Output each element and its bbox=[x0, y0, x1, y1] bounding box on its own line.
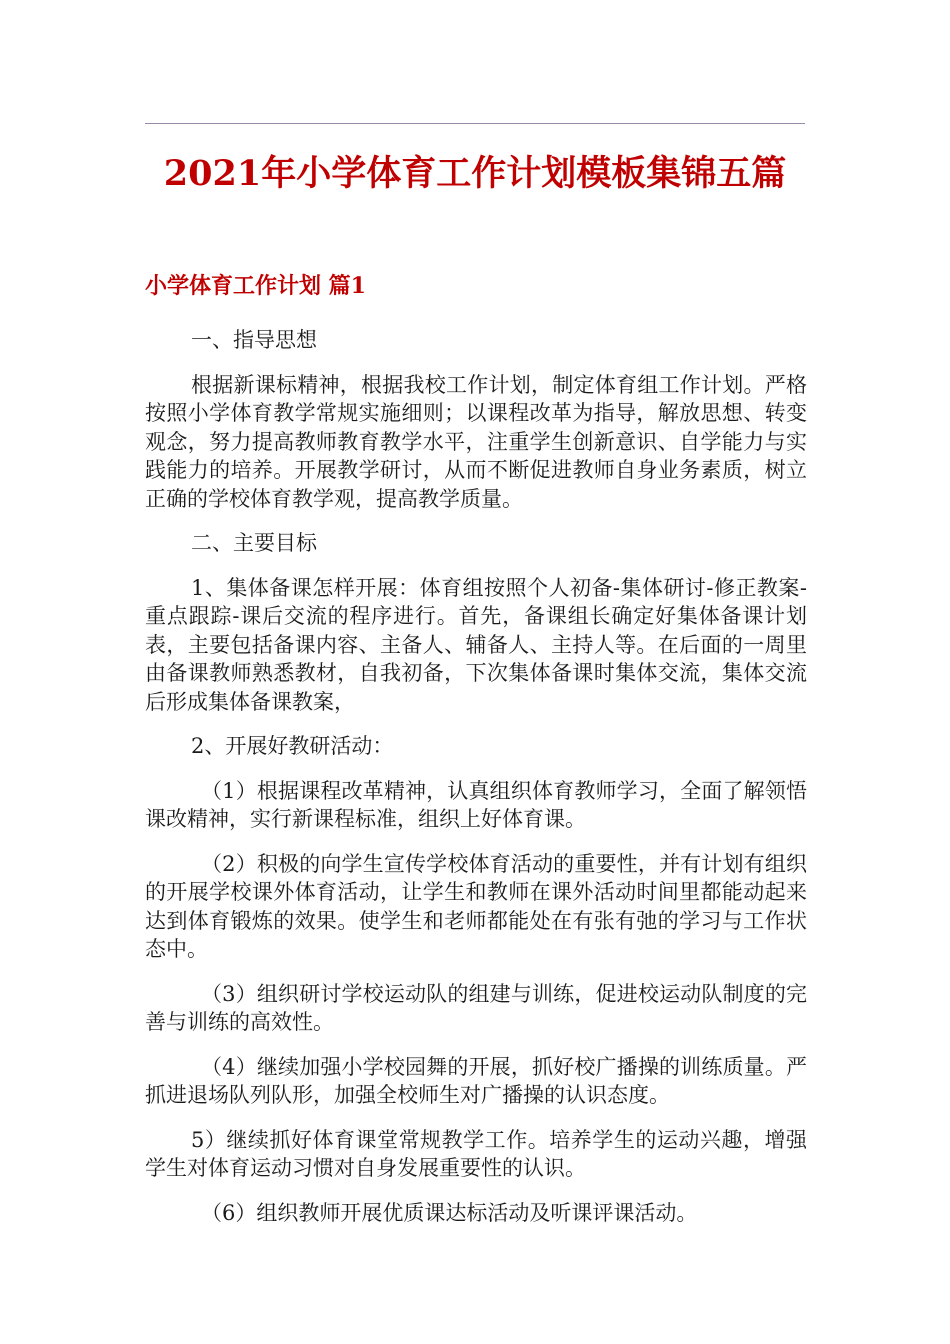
document-title: 2021年小学体育工作计划模板集锦五篇 bbox=[163, 153, 787, 194]
sub-paragraph: （1）根据课程改革精神，认真组织体育教师学习，全面了解领悟课改精神，实行新课程标准，组织上好体育课。 bbox=[145, 778, 807, 831]
paragraph: 5）继续抓好体育课堂常规教学工作。培养学生的运动兴趣，增强学生对体育运动习惯对自身发展重要性的认识。 bbox=[145, 1127, 807, 1180]
sub-paragraph: （2）积极的向学生宣传学校体育活动的重要性，并有计划有组织的开展学校课外体育活动，让学生和教师在课外活动时间里都能动起来达到体育锻炼的效果。使学生和老师都能处在有张有弛的学习与工作状态中。 bbox=[145, 851, 807, 961]
paragraph-heading: 二、主要目标 bbox=[191, 531, 317, 555]
header-rule bbox=[145, 123, 805, 124]
paragraph: 根据新课标精神，根据我校工作计划，制定体育组工作计划。严格按照小学体育教学常规实施细则；以课程改革为指导，解放思想、转变观念，努力提高教师教育教学水平，注重学生创新意识、自学能力与实践能力的培养。开展教学研讨，从而不断促进教师自身业务素质，树立正确的学校体育教学观，提高教学质量。 bbox=[145, 372, 807, 511]
section-heading: 小学体育工作计划 篇1 bbox=[145, 273, 366, 299]
sub-paragraph: （6）组织教师开展优质课达标活动及听课评课活动。 bbox=[201, 1200, 698, 1225]
paragraph: 1、集体备课怎样开展：体育组按照个人初备-集体研讨-修正教案-重点跟踪-课后交流的程序进行。首先，备课组长确定好集体备课计划表，主要包括备课内容、主备人、辅备人、主持人等。在后面的一周里由备课教师熟悉教材，自我初备，下次集体备课时集体交流，集体交流后形成集体备课教案， bbox=[145, 575, 807, 714]
paragraph-heading: 一、指导思想 bbox=[191, 328, 317, 352]
sub-paragraph: （3）组织研讨学校运动队的组建与训练，促进校运动队制度的完善与训练的高效性。 bbox=[145, 981, 807, 1034]
paragraph-heading: 2、开展好教研活动： bbox=[191, 734, 394, 758]
sub-paragraph: （4）继续加强小学校园舞的开展，抓好校广播操的训练质量。严抓进退场队列队形，加强全校师生对广播操的认识态度。 bbox=[145, 1054, 807, 1107]
document-body bbox=[145, 326, 807, 1243]
